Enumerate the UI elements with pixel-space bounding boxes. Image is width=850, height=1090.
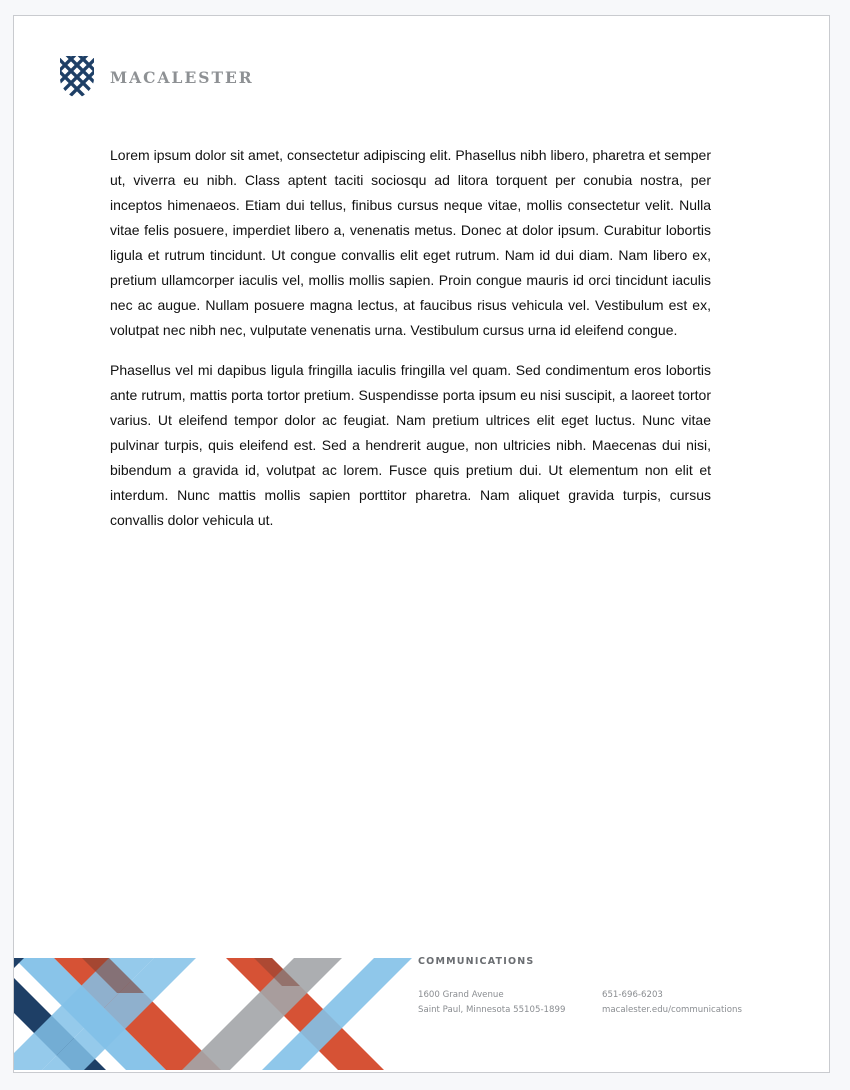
footer-address [418, 988, 565, 1017]
wordmark: MACALESTER [110, 67, 254, 87]
header-logo [58, 54, 254, 100]
department-name: COMMUNICATIONS [418, 956, 535, 967]
letterhead-page [13, 15, 830, 1073]
macalester-plaid-shield-icon [58, 54, 96, 100]
address-line-2: Saint Paul, Minnesota 55105-1899 [418, 1004, 566, 1015]
footer-contact [602, 988, 742, 1017]
website-link[interactable]: macalester.edu/communications [602, 1004, 742, 1015]
letter-body [110, 143, 711, 548]
phone-number: 651-696-6203 [602, 990, 663, 1000]
paragraph-1: Lorem ipsum dolor sit amet, consectetur adipiscing elit. Phasellus nibh libero, pharetra et semper ut, viverra eu nibh. Class aptent taciti sociosqu ad litora torquent per conubia nostra, per inceptos himenaeos. Etiam dui tellus, finibus cursus neque vitae, mollis consectetur velit. Nulla vitae felis posuere, imperdiet libero a, venenatis metus. Donec at dolor ipsum. Curabitur lobortis ligula et rutrum tincidunt. Ut congue convallis elit eget rutrum. Nam id dui diam. Nam libero ex, pretium ullamcorper iaculis vel, mollis mollis sapien. Proin congue mauris id orci tincidunt iaculis nec ac augue. Nullam posuere magna lectus, at faucibus risus vehicula vel. Vestibulum est ex, volutpat nec nibh nec, vulputate venenatis urna. Vestibulum cursus urna id eleifend congue. [110, 147, 711, 338]
address-line-1: 1600 Grand Avenue [418, 990, 504, 1000]
paragraph-2: Phasellus vel mi dapibus ligula fringilla iaculis fringilla vel quam. Sed condimentum eros lobortis ante rutrum, mattis porta tortor pretium. Suspendisse porta ipsum eu nisi suscipit, a laoreet tortor varius. Ut eleifend tempor dolor ac feugiat. Nam pretium ultrices elit eget luctus. Nunc vitae pulvinar turpis, quis eleifend est. Sed a hendrerit augue, non ultricies nibh. Maecenas dui nisi, bibendum a gravida id, volutpat ac lorem. Fusce quis pretium dui. Ut elementum non elit et interdum. Nunc mattis mollis sapien porttitor pharetra. Nam aliquet gravida turpis, cursus convallis dolor vehicula ut. [110, 362, 711, 528]
plaid-stripes-graphic [14, 958, 414, 1070]
